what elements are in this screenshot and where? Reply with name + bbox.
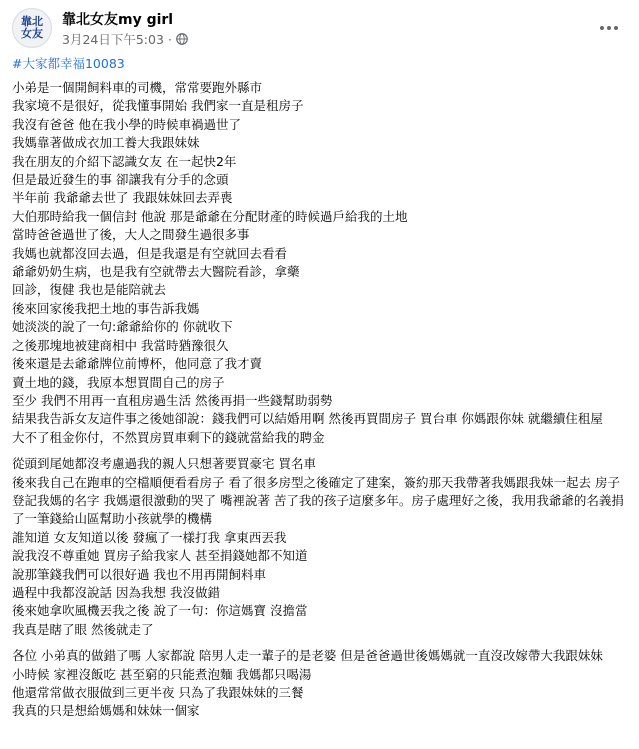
post-text-line: 她淡淡的說了一句:爺爺給你的 你就收下 [12, 319, 233, 335]
post-paragraph [12, 79, 629, 447]
avatar-text-bottom: 女友 [21, 27, 43, 40]
post-text-line: 賣土地的錢，我原本想買間自己的房子 [12, 374, 225, 390]
post-paragraph [12, 455, 629, 639]
avatar-text-top: 靠北 [21, 15, 43, 28]
post-text-line: 過程中我都沒說話 因為我想 我沒做錯 [12, 584, 220, 600]
post-text-line: 我真是瞎了眼 然後就走了 [12, 621, 154, 637]
post-text-line: 後來還是去爺爺牌位前博杯，他同意了我才賣 [12, 356, 263, 372]
post-text-line: 他還常常做衣服做到三更半夜 只為了我跟妹妹的三餐 [12, 685, 304, 700]
post-text-line: 說我沒不尊重她 買房子給我家人 甚至捐錢她都不知道 [12, 548, 308, 564]
post-text-line: 各位 小弟真的做錯了嗎 人家都說 陪男人走一輩子的是老婆 但是爸爸過世後媽媽就一直沒改嫁帶大我跟妹妹 [12, 648, 603, 664]
post-text-line: 大伯那時給我一個信封 他說 那是爺爺在分配財產的時候過戶給我的土地 [12, 208, 408, 224]
post-text-line: 至少 我們不用再一直租房過生活 然後再捐一些錢幫助弱勢 [12, 392, 333, 408]
post-text-line: 我媽也就都沒回去過，但是我還是有空就回去看看 [12, 245, 288, 261]
author-name[interactable]: 靠北女友my girl [62, 12, 174, 28]
post-text-line: 後來我自己在跑車的空檔順便看看房子 看了很多房型之後確定了建案，簽約那天我帶著我媽跟我妹一起去 房子登記我媽的名字 我媽還很激動的哭了 嘴裡說著 苦了我的孩子這麼多年。房子處理好之後，我用我爺爺的名義捐了一筆錢給山區幫助小孩就學的機構 [12, 474, 624, 527]
post-text-line: 回診，復健 我也是能陪就去 [12, 282, 166, 298]
post-text-line: 小時候 家裡沒飯吃 甚至窮的只能煮泡麵 我媽都只喝湯 [12, 666, 312, 682]
post-text-line: 我在朋友的介紹下認識女友 在一起快2年 [12, 153, 237, 169]
post-text-line: 大不了租金你付，不然買房買車剩下的錢就當給我的聘金 [12, 429, 325, 445]
post-text-line: 我真的只是想給媽媽和妹妹一個家 [12, 703, 200, 719]
hashtag-link[interactable]: #大家都幸福10083 [12, 56, 125, 71]
post-timestamp[interactable]: 3月24日下午5:03 [62, 32, 164, 47]
post-text-line: 半年前 我爺爺去世了 我跟妹妹回去弄喪 [12, 190, 233, 206]
post-text-line: 爺爺奶奶生病，也是我有空就帶去大醫院看診，拿藥 [12, 264, 300, 280]
post-text-line: 後來回家後我把土地的事告訴我媽 [12, 300, 200, 316]
post-text-line: 後來她拿吹風機丟我之後 說了一句：你這媽寶 沒擔當 [12, 603, 308, 619]
post-header [12, 8, 627, 52]
post-meta [62, 30, 188, 48]
post-text-line: 小弟是一個開飼料車的司機，常常要跑外縣市 [12, 80, 263, 95]
post-text-line: 我媽靠著做成衣加工養大我跟妹妹 [12, 135, 200, 151]
more-options-icon[interactable] [593, 16, 625, 40]
post-text-line: 之後那塊地被建商相中 我當時猶豫很久 [12, 337, 229, 353]
post-text-line: 我家境不是很好，從我懂事開始 我們家一直是租房子 [12, 98, 304, 114]
post-text-line: 當時爸爸過世了後，大人之間發生過很多事 [12, 227, 250, 243]
paragraph-gap [12, 639, 629, 647]
post-body [12, 79, 629, 721]
post-text-line: 從頭到尾她都沒考慮過我的親人只想著要買豪宅 買名車 [12, 456, 316, 472]
post-paragraph [12, 647, 629, 721]
post-text-line: 結果我告訴女友這件事之後她卻說：錢我們可以結婚用啊 然後再買間房子 買台車 你媽跟你妹 就繼續住租屋 [12, 411, 603, 427]
post-text-line: 但是最近發生的事 卻讓我有分手的念頭 [12, 172, 229, 188]
paragraph-gap [12, 447, 629, 455]
post-text-line: 誰知道 女友知道以後 發瘋了一樣打我 拿東西丟我 [12, 529, 287, 545]
globe-icon[interactable] [176, 33, 188, 45]
post-text-line: 我沒有爸爸 他在我小學的時候車禍過世了 [12, 116, 241, 132]
page-avatar[interactable] [12, 8, 52, 48]
post-text-line: 說那筆錢我們可以很好過 我也不用再開飼料車 [12, 566, 266, 582]
meta-separator: · [167, 31, 172, 47]
